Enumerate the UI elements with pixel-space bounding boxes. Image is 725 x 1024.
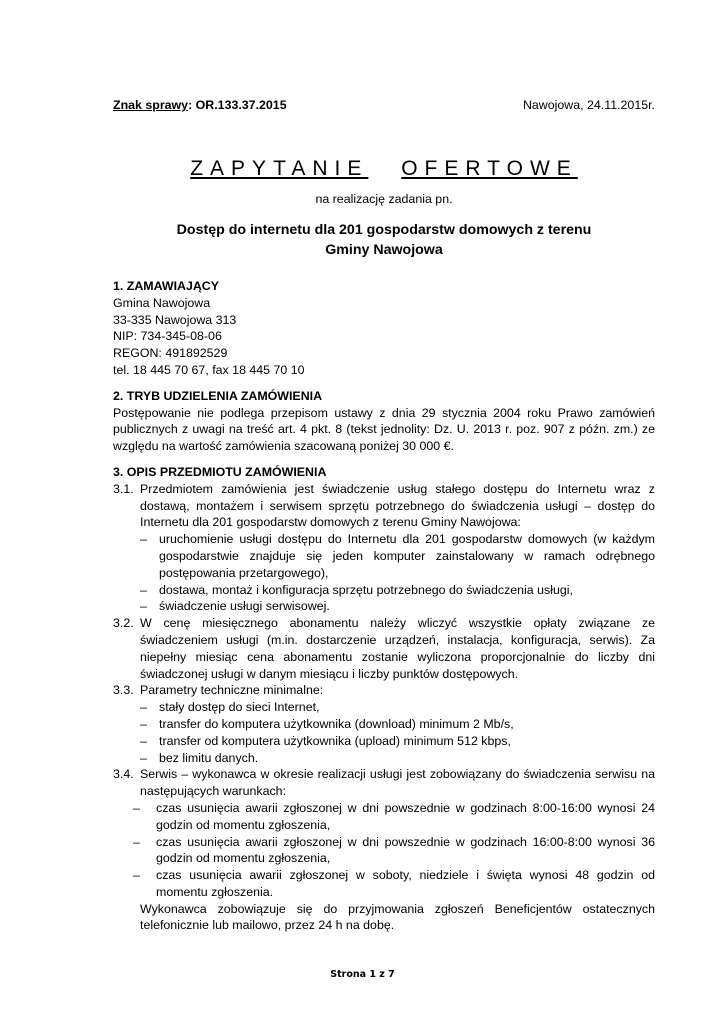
item-number: 3.3.: [113, 683, 134, 698]
item-3-2: [113, 615, 655, 682]
case-reference-label: Znak sprawy: [113, 98, 189, 112]
item-text: Serwis – wykonawca w okresie realizacji usługi jest zobowiązany do świadczenia serwisu na następujących warunkach:: [140, 767, 655, 799]
item-text: Przedmiotem zamówienia jest świadczenie usług stałego dostępu do Internetu wraz z dostawą, montażem i serwisem sprzętu potrzebnego do świadczenia usługi – dostęp do Internetu dla 201 gospodarstw domowych z terenu Gminy Nawojowa:: [140, 481, 655, 530]
address-line: Gmina Nawojowa: [113, 295, 211, 310]
section-description: [113, 464, 655, 934]
place-date: Nawojowa, 24.11.2015r.: [522, 98, 655, 112]
address-line: 33-335 Nawojowa 313: [113, 312, 237, 327]
page-number: Strona 1 z 7: [330, 969, 395, 980]
list-item: – transfer od komputera użytkownika (upload) minimum 512 kbps,: [140, 733, 655, 750]
list-item: – czas usunięcia awarii zgłoszonej w dni powszednie w godzinach 16:00-8:00 wynosi 36 godzin od momentu zgłoszenia,: [113, 834, 655, 868]
header-line: [113, 97, 655, 114]
case-reference: [113, 97, 287, 114]
section-heading: 2. TRYB UDZIELENIA ZAMÓWIENIA: [113, 388, 323, 403]
section-heading: 3. OPIS PRZEDMIOTU ZAMÓWIENIA: [113, 464, 327, 479]
list-item: – czas usunięcia awarii zgłoszonej w soboty, niedziele i święta wynosi 48 godzin od momentu zgłoszenia.: [113, 867, 655, 901]
item-3-4: [113, 766, 655, 800]
list-item: – stały dostęp do sieci Internet,: [140, 699, 655, 716]
list-item: – bez limitu danych.: [140, 750, 655, 767]
section-procedure: [113, 388, 655, 455]
item-number: 3.4.: [113, 767, 134, 782]
item-text: Wykonawca zobowiązuje się do przyjmowania zgłoszeń Beneficjentów ostatecznych telefonicznie lub mailowo, przez 24 h na dobę.: [140, 901, 655, 933]
section-heading: 1. ZAMAWIAJĄCY: [113, 279, 220, 293]
address-line: tel. 18 445 70 67, fax 18 445 70 10: [113, 362, 305, 377]
address-line: REGON: 491892529: [113, 346, 228, 361]
address-line: NIP: 734-345-08-06: [113, 329, 222, 344]
title-part-1: ZAPYTANIE: [190, 157, 369, 180]
item-text: W cenę miesięcznego abonamentu należy wliczyć wszystkie opłaty związane ze świadczeniem usługi (m.in. dostarczenie urządzeń, instalacja, konfiguracja, serwis). Za niepełny miesiąc cena abonamentu zostanie wyliczona proporcjonalnie do liczby dni świadczonej usługi w danym miesiącu i liczby punktów dostępowych.: [140, 616, 655, 681]
title-part-2: OFERTOWE: [401, 157, 578, 180]
list-item: – transfer do komputera użytkownika (download) minimum 2 Mb/s,: [140, 716, 655, 733]
item-number: 3.2.: [113, 616, 134, 631]
list-item: – uruchomienie usługi dostępu do Internetu dla 201 gospodarstw domowych (w każdym gospodarstwie znajduje się jeden komputer zainstalowany w ramach odrębnego postępowania przetargowego),: [140, 531, 655, 581]
case-reference-value: : OR.133.37.2015: [188, 98, 287, 112]
list-item: – świadczenie usługi serwisowej.: [140, 598, 655, 615]
list-item: – dostawa, montaż i konfiguracja sprzętu potrzebnego do świadczenia usługi,: [140, 582, 655, 599]
task-title: Dostęp do internetu dla 201 gospodarstw domowych z terenu Gminy Nawojowa: [176, 222, 592, 258]
item-3-3: [113, 682, 655, 766]
item-3-1: [113, 481, 655, 615]
section-contracting-authority: [113, 278, 655, 379]
item-3-4-closing: [113, 901, 655, 935]
item-number: 3.1.: [113, 481, 134, 496]
document-title: [113, 156, 655, 182]
subtitle: na realizację zadania pn.: [315, 192, 453, 206]
item-text: Parametry techniczne minimalne:: [140, 683, 324, 698]
document-body: [113, 278, 655, 943]
list-item: – czas usunięcia awarii zgłoszonej w dni powszednie w godzinach 8:00-16:00 wynosi 24 godzin od momentu zgłoszenia,: [113, 800, 655, 834]
procedure-text: Postępowanie nie podlega przepisom ustawy z dnia 29 stycznia 2004 roku Prawo zamówień publicznych z uwagi na treść art. 4 pkt. 8 (tekst jednolity: Dz. U. 2013 r. poz. 907 z późn. zm.) ze względu na wartość zamówienia szacowaną poniżej 30 000 €.: [113, 405, 655, 454]
